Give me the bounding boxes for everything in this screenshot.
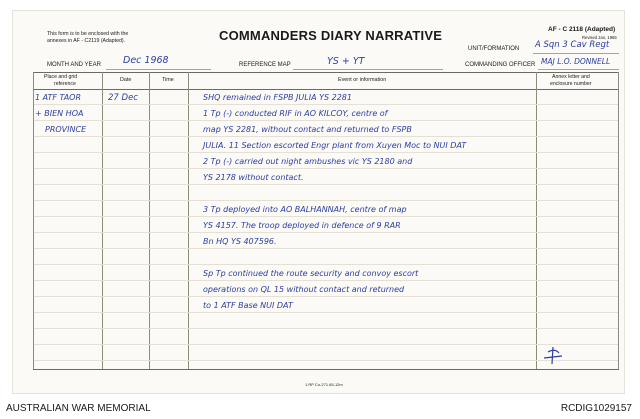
event-line: YS 2178 without contact. — [203, 173, 304, 182]
event-line: 3 Tp deployed into AO BALHANNAH, centre of map — [203, 205, 407, 214]
place-entry-line-2: + BIEN HOA — [35, 109, 84, 118]
archive-name: AUSTRALIAN WAR MEMORIAL — [6, 403, 151, 414]
month-year-line — [106, 69, 211, 70]
revised-date: Revised Jan, 1965 — [582, 35, 617, 40]
ruled-line — [34, 184, 618, 185]
archive-footer — [0, 398, 640, 419]
table-left-border — [33, 72, 34, 369]
reference-map-value: YS + YT — [327, 56, 365, 67]
archive-reference: RCDIG1029157 — [560, 403, 632, 414]
date-entry: 27 Dec — [108, 93, 138, 103]
month-year-label: MONTH AND YEAR — [47, 62, 101, 68]
reference-map-label: REFERENCE MAP — [239, 62, 291, 68]
table-top-border — [33, 72, 619, 73]
event-line: Bn HQ YS 407596. — [203, 237, 277, 246]
place-entry-line-1: 1 ATF TAOR — [35, 93, 82, 102]
enclosure-note-line-1: This form is to be enclosed with the — [47, 31, 129, 37]
table-right-border — [618, 72, 619, 369]
date-time-divider — [149, 72, 150, 369]
unit-formation-line — [533, 53, 619, 54]
ruled-line — [34, 264, 618, 265]
event-line: SHQ remained in FSPB JULIA YS 2281 — [203, 93, 352, 102]
event-line: Sp Tp continued the route security and convoy escort — [203, 269, 419, 278]
diary-form — [12, 10, 625, 394]
event-line: operations on QL 15 without contact and returned — [203, 285, 405, 294]
print-note: 1 RP Co-271 65-12m — [305, 382, 343, 387]
ruled-line — [34, 104, 618, 105]
commanding-officer-line — [538, 69, 619, 70]
time-event-divider — [188, 72, 189, 369]
place-column-header-line-1: Place and grid — [44, 74, 78, 80]
commanding-officer-value: MAJ L.O. DONNELL — [541, 57, 611, 66]
column-header-divider — [33, 89, 619, 90]
date-column-header: Date — [120, 77, 132, 83]
unit-formation-label: UNIT/FORMATION — [468, 46, 520, 52]
event-line: JULIA. 11 Section escorted Engr plant from Xuyen Moc to NUI DAT — [203, 141, 467, 150]
ruled-line — [34, 232, 618, 233]
ruled-line — [34, 200, 618, 201]
reference-map-line — [293, 69, 443, 70]
signature-mark — [541, 344, 565, 366]
time-column-header: Time — [162, 77, 174, 83]
month-year-value: Dec 1968 — [123, 55, 169, 66]
place-entry-line-3: PROVINCE — [45, 125, 87, 134]
ruled-line — [34, 168, 618, 169]
ruled-line — [34, 216, 618, 217]
form-number: AF - C 2118 (Adapted) — [548, 26, 616, 33]
annex-column-header-line-1: Annex letter and — [552, 74, 590, 80]
ruled-line — [34, 312, 618, 313]
ruled-line — [34, 120, 618, 121]
ruled-line — [34, 344, 618, 345]
event-line: 1 Tp (-) conducted RIF in AO KILCOY, centre of — [203, 109, 388, 118]
table-bottom-border — [33, 369, 619, 370]
event-line: YS 4157. The troop deployed in defence of 9 RAR — [203, 221, 401, 230]
ruled-line — [34, 360, 618, 361]
form-title: COMMANDERS DIARY NARRATIVE — [219, 28, 443, 43]
ruled-line — [34, 280, 618, 281]
ruled-line — [34, 136, 618, 137]
ruled-line — [34, 328, 618, 329]
enclosure-note-line-2: annexes in AF - C2119 (Adapted). — [47, 38, 126, 44]
ruled-line — [34, 152, 618, 153]
event-line: to 1 ATF Base NUI DAT — [203, 301, 293, 310]
commanding-officer-label: COMMANDING OFFICER — [465, 62, 536, 68]
event-annex-divider — [536, 72, 537, 369]
place-date-divider — [102, 72, 103, 369]
event-line: map YS 2281, without contact and returned to FSPB — [203, 125, 412, 134]
place-column-header-line-2: reference — [54, 81, 76, 87]
event-column-header: Event or information — [338, 77, 387, 83]
ruled-line — [34, 248, 618, 249]
ruled-line — [34, 296, 618, 297]
annex-column-header-line-2: enclosure number — [550, 81, 592, 87]
unit-formation-value: A Sqn 3 Cav Regt — [535, 40, 610, 50]
event-line: 2 Tp (-) carried out night ambushes vic YS 2180 and — [203, 157, 413, 166]
